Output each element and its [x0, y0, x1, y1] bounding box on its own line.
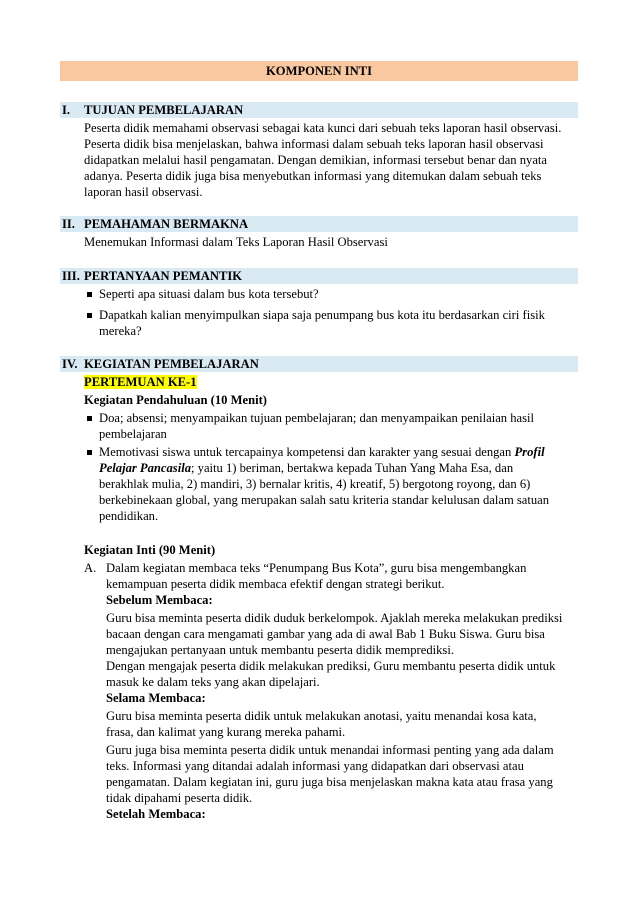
bullet-icon	[87, 292, 92, 297]
intro-item-cont	[99, 460, 513, 476]
bullet-icon	[87, 416, 92, 421]
intro-item-cont: pendidikan.	[99, 509, 159, 523]
meeting-highlight: PERTEMUAN KE-1	[84, 375, 197, 389]
paragraph-line: Menemukan Informasi dalam Teks Laporan Hasil Observasi	[84, 235, 388, 249]
meeting-label	[84, 374, 197, 390]
during-reading-heading: Selama Membaca:	[106, 691, 206, 705]
paragraph-line: didapatkan melalui hasil pengamatan. Dengan demikian, informasi tersebut benar dan nyata	[84, 153, 548, 167]
paragraph-line: Guru bisa meminta peserta didik duduk berkelompok. Ajaklah mereka melakukan prediksi	[106, 611, 563, 625]
after-reading-heading: Setelah Membaca:	[106, 807, 206, 821]
list-label-a: A.	[84, 561, 97, 575]
text-run: ; yaitu 1) beriman, bertakwa kepada Tuhan Yang Maha Esa, dan	[191, 461, 514, 475]
paragraph-line: tidak dipahami peserta didik.	[106, 791, 253, 805]
question-item: Seperti apa situasi dalam bus kota tersebut?	[99, 287, 319, 301]
text-run: Memotivasi siswa untuk tercapainya kompetensi dan karakter yang sesuai dengan	[99, 445, 515, 459]
intro-item-cont: berakhlak mulia, 2) mandiri, 3) bernalar kritis, 4) kreatif, 5) bergotong royong, dan 6)	[99, 477, 531, 491]
before-reading-heading: Sebelum Membaca:	[106, 593, 213, 607]
core-heading: Kegiatan Inti (90 Menit)	[84, 543, 216, 557]
profile-term: Profil	[514, 445, 545, 459]
section-heading-2: PEMAHAMAN BERMAKNA	[84, 217, 249, 231]
intro-item: Doa; absensi; menyampaikan tujuan pembelajaran; dan menyampaikan penilaian hasil	[99, 411, 535, 425]
section-number-2: II.	[62, 217, 75, 231]
section-heading-1: TUJUAN PEMBELAJARAN	[84, 103, 244, 117]
profile-term: Pelajar Pancasila	[99, 461, 191, 475]
paragraph-line: teks. Informasi yang ditandai adalah informasi yang didapatkan dari observasi atau	[106, 759, 524, 773]
core-item: Dalam kegiatan membaca teks “Penumpang Bus Kota”, guru bisa mengembangkan	[106, 561, 527, 575]
paragraph-line: masuk ke dalam teks yang akan dipelajari.	[106, 675, 320, 689]
paragraph-line: Peserta didik bisa menjelaskan, bahwa informasi dalam sebuah teks laporan hasil observasi	[84, 137, 544, 151]
bullet-icon	[87, 450, 92, 455]
question-item-cont: mereka?	[99, 324, 142, 338]
intro-item	[99, 444, 545, 460]
intro-item-cont: berkebinekaan global, yang merupakan salah satu kriteria standar kelulusan dalam satuan	[99, 493, 550, 507]
paragraph-line: frasa, dan kalimat yang kurang mereka pahami.	[106, 725, 346, 739]
page-title: KOMPONEN INTI	[265, 64, 372, 78]
paragraph-line: Guru juga bisa meminta peserta didik untuk menandai informasi penting yang ada dalam	[106, 743, 554, 757]
core-item-cont: kemampuan peserta didik membaca efektif dengan strategi berikut.	[106, 577, 445, 591]
paragraph-line: laporan hasil observasi.	[84, 185, 203, 199]
question-item: Dapatkah kalian menyimpulkan siapa saja penumpang bus kota itu berdasarkan ciri fisik	[99, 308, 545, 322]
paragraph-line: mengajukan pertanyaan untuk membantu peserta didik memprediksi.	[106, 643, 454, 657]
section-heading-3: PERTANYAAN PEMANTIK	[84, 269, 243, 283]
paragraph-line: Dengan mengajak peserta didik melakukan prediksi, Guru membantu peserta didik untuk	[106, 659, 556, 673]
section-number-3: III.	[62, 269, 80, 283]
paragraph-line: adanya. Peserta didik juga bisa menyebutkan informasi yang ditemukan dalam sebuah teks	[84, 169, 542, 183]
paragraph-line: Peserta didik memahami observasi sebagai kata kunci dari sebuah teks laporan hasil observasi.	[84, 121, 562, 135]
section-number-1: I.	[62, 103, 71, 117]
section-number-4: IV.	[62, 357, 78, 371]
bullet-icon	[87, 313, 92, 318]
paragraph-line: bacaan dengan cara mengamati gambar yang ada di awal Bab 1 Buku Siswa. Guru bisa	[106, 627, 545, 641]
paragraph-line: Guru bisa meminta peserta didik untuk melakukan anotasi, yaitu menandai kosa kata,	[106, 709, 537, 723]
section-heading-4: KEGIATAN PEMBELAJARAN	[84, 357, 259, 371]
intro-item-cont: pembelajaran	[99, 427, 167, 441]
intro-heading: Kegiatan Pendahuluan (10 Menit)	[84, 393, 267, 407]
paragraph-line: pengamatan. Dalam kegiatan ini, guru juga bisa menjelaskan makna kata atau frasa yang	[106, 775, 553, 789]
